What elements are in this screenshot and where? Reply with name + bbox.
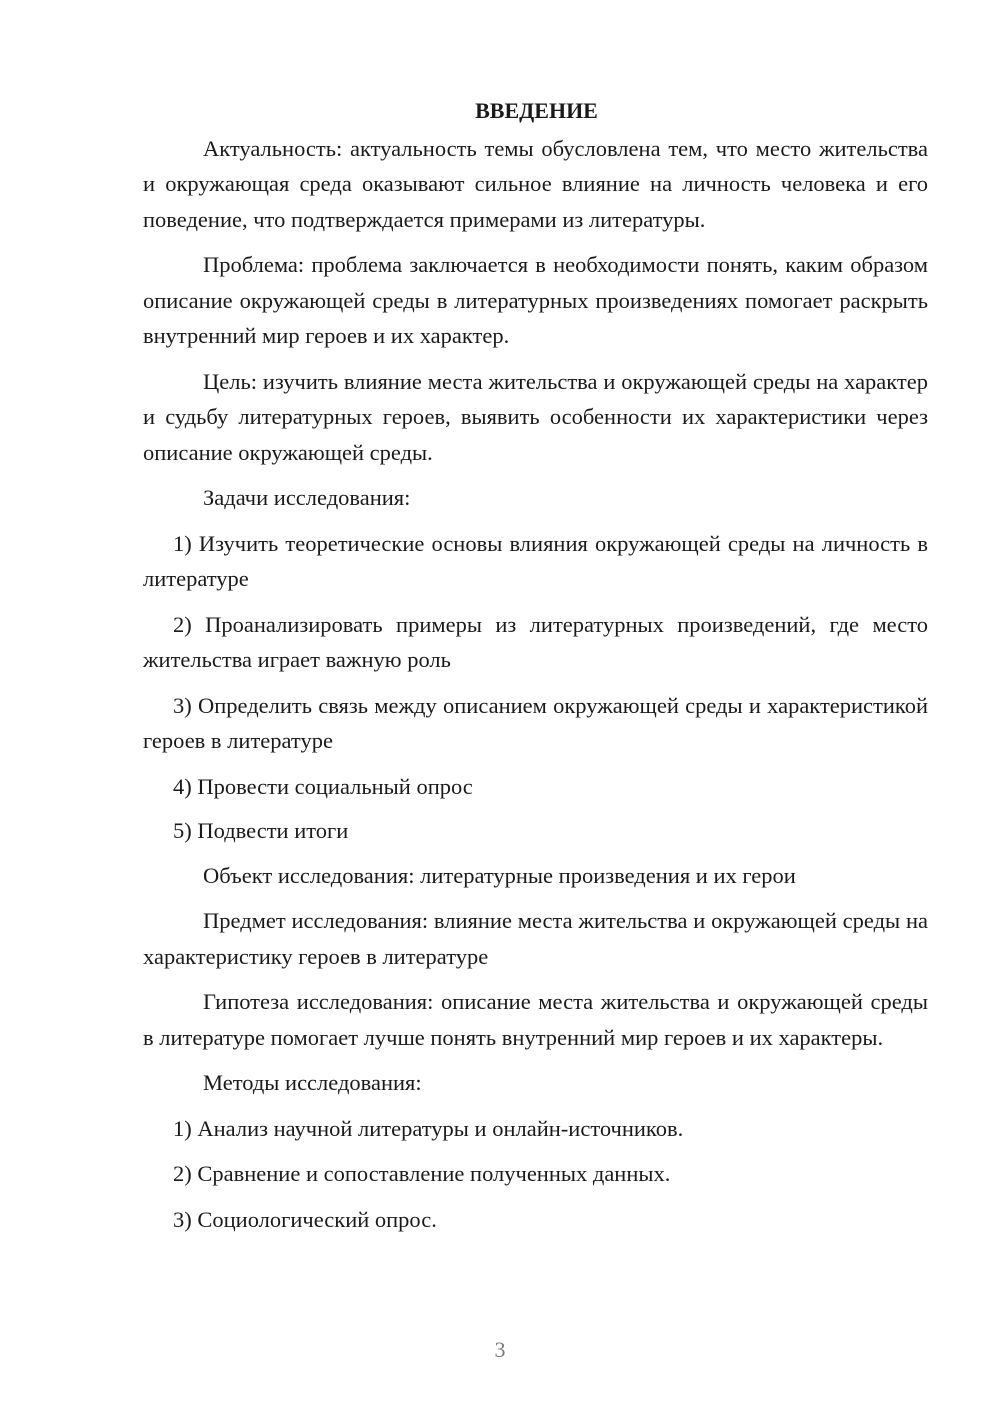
relevance-paragraph: Актуальность: актуальность темы обусловлена тем, что место жительства и окружающая среда оказывают сильное влияние на личность человека и его поведение, что подтверждается примерами из литературы. xyxy=(143,135,928,232)
problem-paragraph: Проблема: проблема заключается в необходимости понять, каким образом описание окружающей среды в литературных произведениях помогает раскрыть внутренний мир героев и их характер. xyxy=(143,252,928,348)
page-number: 3 xyxy=(494,1337,506,1362)
goal-paragraph: Цель: изучить влияние места жительства и окружающей среды на характер и судьбу литературных героев, выявить особенности их характеристики через описание окружающей среды. xyxy=(143,368,928,465)
method-item: 2) Сравнение и сопоставление полученных данных. xyxy=(173,1161,671,1186)
method-item: 1) Анализ научной литературы и онлайн-источников. xyxy=(173,1115,684,1141)
task-item: 4) Провести социальный опрос xyxy=(173,773,473,799)
page-content xyxy=(143,93,928,1247)
hypothesis-paragraph: Гипотеза исследования: описание места жительства и окружающей среды в литературе помогает лучше понять внутренний мир героев и их характеры. xyxy=(143,989,928,1050)
task-item: 3) Определить связь между описанием окружающей среды и характеристикой героев в литературе xyxy=(143,692,928,753)
methods-heading: Методы исследования: xyxy=(203,1070,422,1095)
section-title: ВВЕДЕНИЕ xyxy=(475,98,598,123)
subject-paragraph: Предмет исследования: влияние места жительства и окружающей среды на характеристику героев в литературе xyxy=(143,908,928,969)
task-item: 2) Проанализировать примеры из литературных произведений, где место жительства играет важную роль xyxy=(143,611,928,672)
tasks-heading: Задачи исследования: xyxy=(203,485,411,510)
task-item: 5) Подвести итоги xyxy=(173,818,349,843)
object-paragraph: Объект исследования: литературные произведения и их герои xyxy=(203,862,796,888)
method-item: 3) Социологический опрос. xyxy=(173,1206,437,1232)
task-item: 1) Изучить теоретические основы влияния окружающей среды на личность в литературе xyxy=(143,530,928,591)
